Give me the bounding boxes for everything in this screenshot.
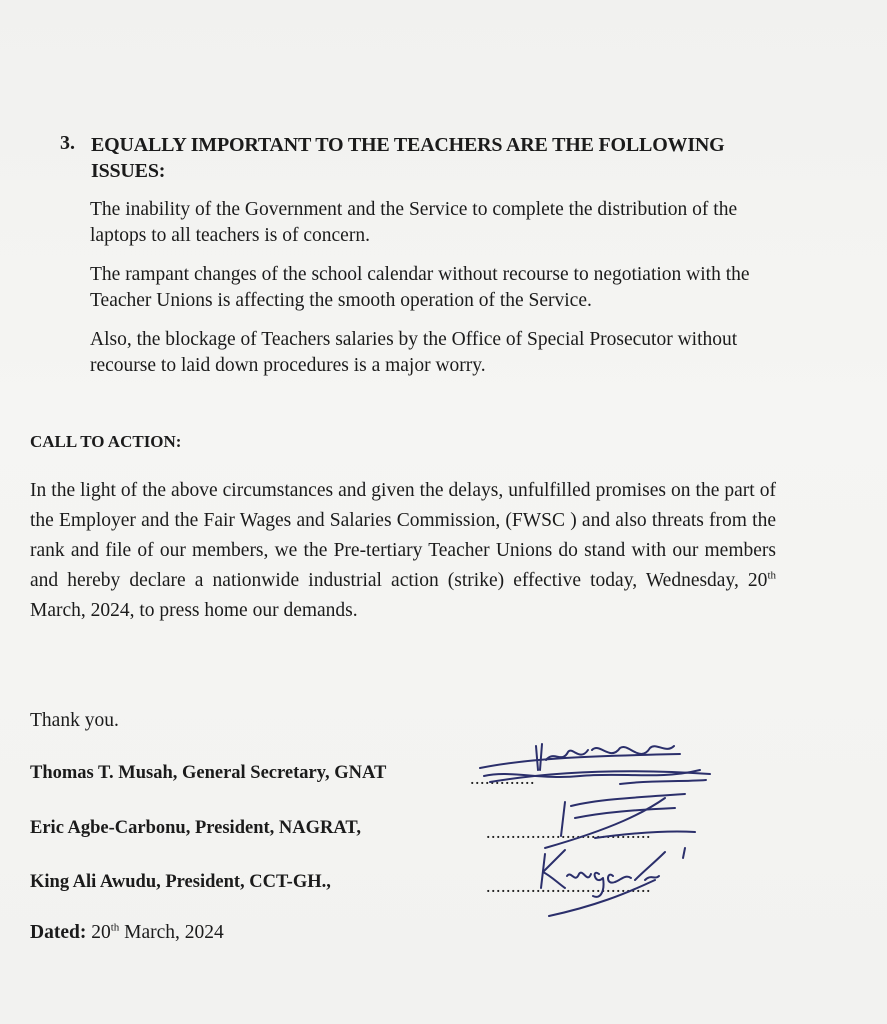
cta-text-part2: March, 2024, to press home our demands. — [30, 600, 358, 621]
dated-day: 20 — [86, 922, 111, 943]
dated-label: Dated: — [30, 922, 87, 943]
dated-superscript: th — [110, 921, 120, 934]
section-number: 3. — [60, 132, 75, 154]
cta-text-part1: In the light of the above circumstances and given the delays, unfulfilled promises on the part of the Employer and the Fair Wages and Salaries Commission, (FWSC ) and also threats from the rank and file of our members, we the Pre-tertiary Teacher Unions do stand with our members and hereby declare a nationwide industrial action (strike) effective today, Wednesday, 20 — [30, 480, 776, 591]
dated-month-year: March, 2024 — [119, 922, 224, 943]
handwritten-signature-cct — [535, 840, 715, 920]
signature-dots-gnat: ............. — [470, 768, 535, 788]
signature-dots-cct: ................................. — [486, 876, 651, 896]
cta-superscript: th — [767, 569, 776, 582]
dated-line — [30, 922, 224, 944]
section-heading: EQUALLY IMPORTANT TO THE TEACHERS ARE THE FOLLOWING ISSUES: — [91, 134, 725, 182]
signature-dots-nagrat: ................................. — [486, 822, 651, 842]
call-to-action-body — [30, 476, 776, 626]
issue-paragraph-laptops: The inability of the Government and the Service to complete the distribution of the laptops to all teachers is of concern. — [90, 199, 738, 246]
issue-paragraph-calendar: The rampant changes of the school calendar without recourse to negotiation with the Teacher Unions is affecting the smooth operation of the Service. — [90, 264, 750, 311]
thank-you-text: Thank you. — [30, 710, 119, 731]
call-to-action-heading: CALL TO ACTION: — [30, 432, 182, 451]
signatory-gnat: Thomas T. Musah, General Secretary, GNAT — [30, 763, 387, 783]
signatory-nagrat: Eric Agbe-Carbonu, President, NAGRAT, — [30, 818, 361, 838]
signatory-cct: King Ali Awudu, President, CCT-GH., — [30, 872, 331, 892]
issue-paragraph-salaries: Also, the blockage of Teachers salaries by the Office of Special Prosecutor without recourse to laid down procedures is a major worry. — [90, 329, 738, 376]
